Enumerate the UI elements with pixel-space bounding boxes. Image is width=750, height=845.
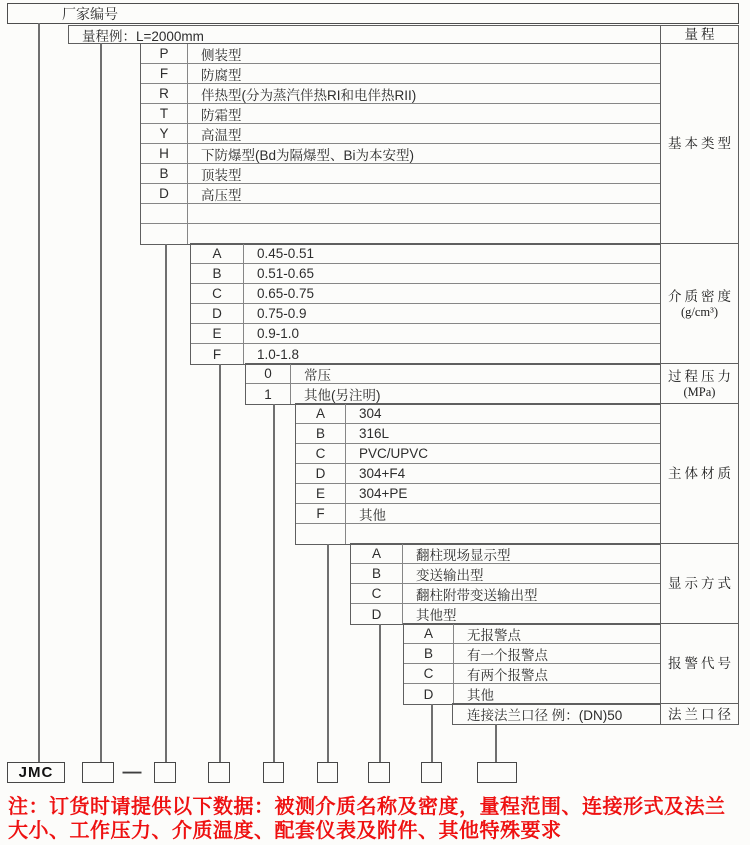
ordering-note-line-1: 注：订货时请提供以下数据：被测介质名称及密度，量程范围、连接形式及法兰: [8, 796, 726, 818]
model-box-empty: [477, 762, 517, 783]
description-cell: 下防爆型(Bd为隔爆型、Bi为本安型): [201, 147, 415, 163]
code-cell: R: [141, 84, 188, 103]
code-cell: A: [351, 544, 403, 563]
description-cell: 有两个报警点: [467, 667, 548, 683]
description-cell: 其他型: [416, 608, 457, 623]
model-box-empty: [154, 762, 176, 783]
factory-number-label: 厂家编号: [62, 5, 118, 22]
section-process-pressure: [245, 363, 660, 405]
category-label-text: 介质密度: [668, 288, 734, 304]
code-cell: A: [191, 244, 244, 263]
description-cell: 无报警点: [467, 627, 521, 643]
category-label-text: 显示方式: [668, 576, 734, 591]
selection-row: [141, 184, 660, 204]
connector-alarm-code: [431, 704, 433, 762]
selection-row: [296, 464, 660, 484]
category-label-text: 法兰口径: [668, 706, 734, 722]
description-cell: [346, 524, 660, 544]
code-cell: B: [141, 164, 188, 183]
description-cell: 0.51-0.65: [257, 266, 315, 281]
code-cell: D: [296, 464, 346, 483]
selection-row: [296, 484, 660, 504]
category-label-body-material: [661, 404, 738, 544]
code-cell: B: [404, 644, 454, 663]
selection-row: [404, 624, 660, 644]
category-label-display-mode: [661, 544, 738, 624]
code-cell: E: [191, 324, 244, 343]
connector-basic-type: [165, 244, 167, 762]
selection-row: [191, 284, 660, 304]
connector-medium-density: [219, 364, 221, 762]
description-cell: 有一个报警点: [467, 647, 548, 663]
description-cell: 其他(另注明): [304, 388, 381, 403]
code-cell: [141, 224, 188, 244]
code-cell: F: [296, 504, 346, 523]
factory-number-row: [7, 3, 739, 24]
code-cell: B: [191, 264, 244, 283]
description-cell: 侧装型: [201, 47, 242, 63]
description-cell: PVC/UPVC: [359, 446, 429, 461]
category-label-text: (MPa): [683, 384, 716, 399]
code-cell: D: [141, 184, 188, 203]
connector-process-pressure: [273, 404, 275, 762]
code-cell: E: [296, 484, 346, 503]
description-cell: 0.9-1.0: [257, 326, 300, 341]
selection-row: [141, 104, 660, 124]
section-alarm-code: [403, 623, 660, 705]
selection-row: [141, 144, 660, 164]
category-label-flange-size: [661, 704, 738, 724]
code-cell: A: [296, 404, 346, 423]
model-box-empty: [82, 762, 114, 783]
range-example-row: [68, 25, 660, 44]
description-cell: 316L: [359, 426, 390, 441]
range-example-label: 量程例：L=2000mm: [82, 28, 204, 44]
selection-row: [191, 324, 660, 344]
code-cell: 1: [246, 384, 291, 404]
flange-size-row: 连接法兰口径 例：(DN)50: [452, 703, 660, 725]
category-label-process-pressure: [661, 364, 738, 404]
selection-row: [296, 504, 660, 524]
connector-body-material: [327, 544, 329, 762]
connector-flange-size: [495, 724, 497, 762]
code-cell: 0: [246, 364, 291, 383]
category-label-alarm-code: [661, 624, 738, 704]
selection-row: [141, 204, 660, 224]
selection-row: [246, 364, 660, 384]
selection-row: [404, 684, 660, 704]
description-cell: 伴热型(分为蒸汽伴热RI和电伴热RII): [201, 87, 417, 103]
category-label-text: 主体材质: [668, 466, 734, 481]
category-label-text: 量程: [684, 27, 718, 42]
category-label-text: 报警代号: [668, 656, 734, 671]
code-cell: A: [404, 624, 454, 643]
selection-row: [141, 64, 660, 84]
model-box-empty: [317, 762, 338, 783]
description-cell: 其他: [467, 688, 494, 703]
selection-row: [191, 344, 660, 364]
selection-row: [191, 264, 660, 284]
category-label-text: 过程压力: [668, 368, 734, 384]
category-label-medium-density: [661, 244, 738, 364]
description-cell: [188, 204, 660, 223]
selection-row: [296, 444, 660, 464]
code-cell: F: [191, 344, 244, 364]
code-cell: P: [141, 44, 188, 63]
selection-row: [351, 564, 660, 584]
description-cell: 翻柱附带变送输出型: [416, 587, 538, 603]
selection-row: [141, 84, 660, 104]
selection-row: [191, 304, 660, 324]
description-cell: 防霜型: [201, 107, 242, 123]
code-cell: C: [404, 664, 454, 683]
code-cell: D: [351, 604, 403, 624]
connector-display-mode: [379, 624, 381, 762]
description-cell: 0.65-0.75: [257, 286, 315, 301]
selection-row: [404, 664, 660, 684]
ordering-note-line-2: 大小、工作压力、介质温度、配套仪表及附件、其他特殊要求: [8, 819, 562, 842]
description-cell: 0.45-0.51: [257, 246, 315, 261]
selection-row: [191, 244, 660, 264]
selection-row: [246, 384, 660, 404]
description-cell: 0.75-0.9: [257, 306, 307, 321]
category-label-column: [660, 25, 739, 725]
description-cell: 高温型: [201, 127, 242, 143]
code-cell: T: [141, 104, 188, 123]
ordering-note: [8, 796, 748, 843]
code-cell: D: [404, 684, 454, 704]
description-cell: 高压型: [201, 187, 242, 203]
description-cell: 304: [359, 406, 382, 421]
model-box-empty: [421, 762, 442, 783]
selection-row: [351, 544, 660, 564]
connector-factory-number: [38, 23, 40, 763]
description-cell: 常压: [304, 367, 331, 383]
code-cell: C: [351, 584, 403, 603]
selection-row: [351, 604, 660, 624]
description-cell: 1.0-1.8: [257, 346, 300, 362]
category-label-basic-type: [661, 44, 738, 244]
model-box-jmc: JMC: [7, 762, 65, 783]
selection-row: [141, 124, 660, 144]
description-cell: 顶装型: [201, 167, 242, 183]
selection-row: [296, 424, 660, 444]
code-cell: Y: [141, 124, 188, 143]
model-box-empty: [263, 762, 284, 783]
code-cell: C: [296, 444, 346, 463]
selection-row: [141, 164, 660, 184]
section-display-mode: [350, 543, 660, 625]
selection-row: [404, 644, 660, 664]
selection-row: [141, 44, 660, 64]
section-body-material: [295, 403, 660, 545]
category-label-text: 基本类型: [668, 136, 734, 151]
model-box-empty: [368, 762, 390, 783]
code-cell: B: [296, 424, 346, 443]
code-cell: B: [351, 564, 403, 583]
description-cell: 翻柱现场显示型: [416, 547, 511, 563]
code-cell: F: [141, 64, 188, 83]
selection-row: [296, 404, 660, 424]
section-medium-density: [190, 243, 660, 365]
model-box-empty: [208, 762, 230, 783]
code-cell: D: [191, 304, 244, 323]
code-cell: H: [141, 144, 188, 163]
code-cell: [141, 204, 188, 223]
category-label-text: (g/cm³): [680, 304, 719, 319]
description-cell: 304+PE: [359, 486, 408, 501]
description-cell: 其他: [359, 507, 386, 523]
description-cell: 304+F4: [359, 466, 406, 481]
selection-row: [141, 224, 660, 244]
selection-row: [296, 524, 660, 544]
section-basic-type: [140, 43, 660, 245]
selection-row: [351, 584, 660, 604]
model-separator-dash: —: [122, 761, 142, 783]
description-cell: 变送输出型: [416, 567, 484, 583]
description-cell: [188, 224, 660, 244]
category-label-range: [661, 26, 738, 44]
code-cell: [296, 524, 346, 544]
connector-range: [100, 43, 102, 763]
description-cell: 防腐型: [201, 67, 242, 83]
code-cell: C: [191, 284, 244, 303]
